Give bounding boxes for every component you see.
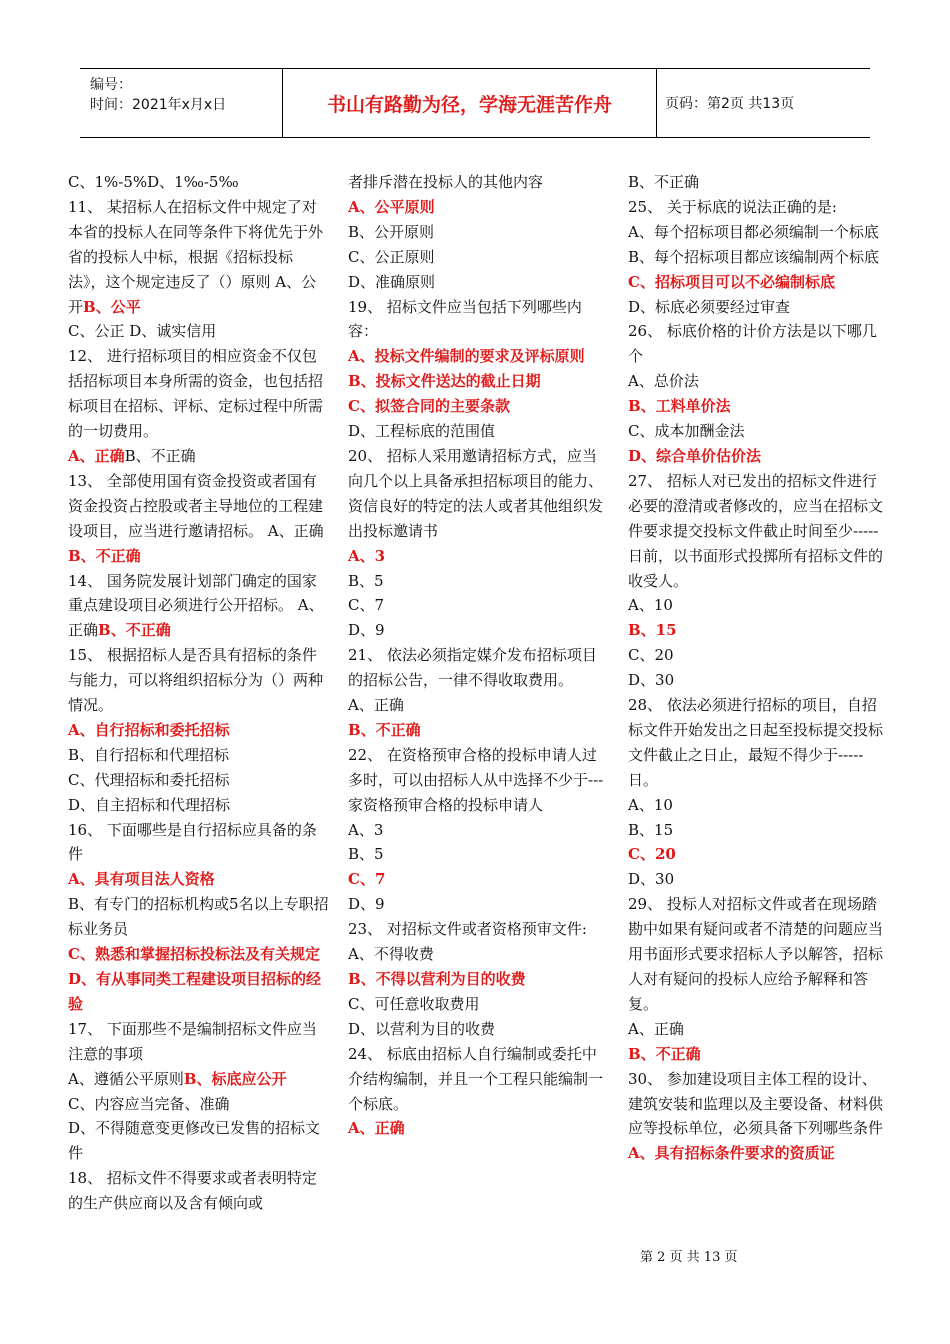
question-text: 29、 投标人对招标文件或者在现场踏勘中如果有疑问或者不清楚的问题应当用书面形式要求招标人予以解答，招标人对有疑问的投标人应给予解释和答复。 — [628, 895, 884, 1013]
question-text: A、正确 — [348, 696, 404, 715]
header-page-label: 页码：第2页 共13页 — [665, 96, 795, 112]
answer-text: C、熟悉和掌握招标投标法及有关规定 — [68, 945, 320, 964]
text-line — [628, 618, 890, 643]
text-line — [628, 245, 890, 270]
text-line — [68, 1017, 330, 1067]
answer-text: B、不正确 — [98, 621, 171, 640]
question-text: B、每个招标项目都应该编制两个标底 — [628, 247, 880, 266]
header-left-cell — [80, 69, 283, 137]
question-text: D、准确原则 — [348, 272, 436, 291]
question-text: D、以营利为目的收费 — [348, 1019, 496, 1038]
question-text: C、1%-5%D、1‰-5‰ — [68, 173, 239, 191]
question-text: A、遵循公平原则 — [68, 1069, 184, 1088]
text-line — [68, 195, 330, 320]
text-line — [68, 1166, 330, 1216]
text-line — [348, 344, 610, 369]
question-text: 18、 招标文件不得要求或者表明特定的生产供应商以及含有倾向或 — [68, 1169, 317, 1213]
answer-text: D、有从事同类工程建设项目招标的经验 — [68, 970, 322, 1013]
text-line — [628, 469, 890, 594]
question-text: D、9 — [348, 895, 385, 914]
text-line — [348, 743, 610, 818]
text-line — [68, 1067, 330, 1092]
question-text: C、公正原则 — [348, 247, 435, 266]
text-line — [628, 693, 890, 793]
answer-text: D、综合单价估价法 — [628, 446, 762, 465]
text-line — [628, 369, 890, 394]
question-text: B、有专门的招标机构或5名以上专职招标业务员 — [68, 895, 329, 939]
answer-text: C、7 — [348, 870, 386, 889]
text-line — [68, 1116, 330, 1166]
text-line — [628, 643, 890, 668]
header-motto: 书山有路勤为径，学海无涯苦作舟 — [283, 69, 657, 137]
text-line — [68, 319, 330, 344]
text-line — [348, 569, 610, 594]
text-line — [628, 394, 890, 419]
text-column-3 — [628, 170, 890, 1166]
text-line — [348, 245, 610, 270]
text-line — [68, 344, 330, 444]
text-line — [628, 867, 890, 892]
question-text: B、公开原则 — [348, 222, 435, 241]
answer-text: A、公平原则 — [348, 197, 435, 216]
answer-text: B、不正确 — [348, 720, 421, 739]
text-line — [68, 867, 330, 892]
question-text: D、标底必须要经过审查 — [628, 297, 791, 316]
text-line — [348, 818, 610, 843]
text-line — [68, 444, 330, 469]
question-text: C、代理招标和委托招标 — [68, 770, 230, 789]
text-line — [348, 369, 610, 394]
answer-text: B、公平 — [83, 297, 141, 316]
question-text: B、15 — [628, 820, 674, 839]
question-text: B、自行招标和代理招标 — [68, 745, 230, 764]
answer-text: B、标底应公开 — [183, 1069, 287, 1088]
question-text: 20、 招标人采用邀请招标方式，应当向几个以上具备承担招标项目的能力、资信良好的特定的法人或者其他组织发出投标邀请书 — [348, 446, 604, 540]
text-line — [348, 270, 610, 295]
question-text: 25、 关于标底的说法正确的是: — [628, 197, 837, 216]
text-line — [68, 768, 330, 793]
text-line — [628, 1042, 890, 1067]
text-column-2 — [348, 170, 610, 1141]
text-line — [348, 867, 610, 892]
answer-text: A、正确 — [68, 446, 125, 465]
question-text: A、正确 — [628, 1019, 684, 1038]
text-line — [348, 693, 610, 718]
answer-text: A、正确 — [348, 1119, 405, 1138]
question-text: 15、 根据招标人是否具有招标的条件与能力，可以将组织招标分为（）两种情况。 — [68, 646, 324, 715]
text-line — [348, 618, 610, 643]
question-text: A、10 — [628, 795, 673, 814]
text-line — [348, 295, 610, 345]
text-line — [628, 793, 890, 818]
question-text: C、7 — [348, 596, 385, 615]
question-text: D、9 — [348, 621, 385, 640]
text-line — [628, 195, 890, 220]
answer-text: A、自行招标和委托招标 — [68, 720, 230, 739]
question-text: 19、 招标文件应当包括下列哪些内容： — [348, 297, 582, 341]
text-line — [348, 942, 610, 967]
question-text: A、不得收费 — [348, 945, 434, 964]
answer-text: A、具有招标条件要求的资质证 — [628, 1144, 835, 1163]
question-text: D、自主招标和代理招标 — [68, 795, 231, 814]
text-line — [348, 1017, 610, 1042]
question-text: C、可任意收取费用 — [348, 994, 480, 1013]
question-text: 12、 进行招标项目的相应资金不仅包括招标项目本身所需的资金，也包括招标项目在招标、评标、定标过程中所需的一切费用。 — [68, 347, 324, 441]
text-line — [628, 892, 890, 1017]
question-text: 26、 标底价格的计价方法是以下哪几个 — [628, 322, 877, 366]
text-line — [348, 419, 610, 444]
question-text: 23、 对招标文件或者资格预审文件: — [348, 920, 587, 939]
text-line — [348, 544, 610, 569]
text-line — [628, 818, 890, 843]
question-text: 13、 全部使用国有资金投资或者国有资金投资占控股或者主导地位的工程建设项目，应当进行邀请招标。 A、正确 — [68, 471, 324, 540]
answer-text: A、具有项目法人资格 — [68, 870, 215, 889]
document-time-label: 时间：2021年x月x日 — [90, 97, 227, 113]
text-line — [348, 967, 610, 992]
question-text: 17、 下面那些不是编制招标文件应当注意的事项 — [68, 1019, 317, 1063]
answer-text: C、拟签合同的主要条款 — [348, 397, 510, 416]
answer-text: B、不正确 — [628, 1044, 701, 1063]
question-text: A、3 — [348, 820, 384, 839]
text-line — [628, 1067, 890, 1142]
answer-text: C、20 — [628, 845, 676, 864]
question-text: A、总价法 — [628, 372, 699, 391]
text-line — [68, 892, 330, 942]
question-text: 14、 国务院发展计划部门确定的国家重点建设项目必须进行公开招标。 A、正确 — [68, 571, 324, 640]
text-line — [348, 892, 610, 917]
text-line — [348, 394, 610, 419]
question-text: B、5 — [348, 845, 384, 864]
question-text: C、内容应当完备、准确 — [68, 1094, 230, 1113]
text-line — [348, 842, 610, 867]
text-line — [68, 743, 330, 768]
text-line — [628, 419, 890, 444]
question-text: 者排斥潜在投标人的其他内容 — [348, 173, 544, 191]
text-line — [628, 842, 890, 867]
text-line — [348, 1116, 610, 1141]
question-text: 27、 招标人对已发出的招标文件进行必要的澄清或者修改的，应当在招标文件要求提交投标文件截止时间至少-----日前，以书面形式投掷所有招标文件的收受人。 — [628, 471, 884, 590]
text-line — [348, 593, 610, 618]
answer-text: A、投标文件编制的要求及评标原则 — [348, 347, 585, 366]
question-text: B、5 — [348, 571, 384, 590]
answer-text: C、招标项目可以不必编制标底 — [628, 272, 835, 291]
text-line — [348, 917, 610, 942]
question-text: 28、 依法必须进行招标的项目，自招标文件开始发出之日起至投标提交投标文件截止之日止，最短不得少于-----日。 — [628, 696, 884, 789]
question-text: D、30 — [628, 870, 675, 889]
question-text: 16、 下面哪些是自行招标应具备的条件 — [68, 820, 317, 864]
question-text: D、30 — [628, 671, 675, 690]
text-line — [68, 793, 330, 818]
document-number-label: 编号： — [90, 77, 132, 93]
text-line — [68, 1092, 330, 1117]
text-line — [68, 643, 330, 718]
text-line — [628, 170, 890, 195]
text-line — [68, 967, 330, 1017]
question-text: D、不得随意变更修改已发售的招标文件 — [68, 1119, 321, 1163]
text-line — [348, 444, 610, 544]
question-text: 22、 在资格预审合格的投标申请人过多时，可以由招标人从中选择不少于---家资格预审合格的投标申请人 — [348, 745, 604, 814]
question-text: C、20 — [628, 646, 674, 665]
question-text: 21、 依法必须指定媒介发布招标项目的招标公告，一律不得收取费用。 — [348, 646, 597, 690]
question-text: A、10 — [628, 596, 673, 615]
text-line — [348, 718, 610, 743]
question-text: 11、 某招标人在招标文件中规定了对本省的投标人在同等条件下将优先于外省的投标人中标，根据《招标投标法》，这个规定违反了（）原则 A、公开 — [68, 197, 324, 316]
text-line — [628, 668, 890, 693]
question-text: 24、 标底由招标人自行编制或委托中介结构编制，并且一个工程只能编制一个标底。 — [348, 1044, 604, 1113]
text-column-1 — [68, 170, 330, 1216]
text-line — [628, 593, 890, 618]
question-text: C、公正 D、诚实信用 — [68, 322, 217, 341]
text-line — [348, 170, 610, 195]
text-line — [348, 1042, 610, 1117]
text-line — [628, 220, 890, 245]
text-line — [68, 569, 330, 644]
text-line — [628, 270, 890, 295]
text-line — [68, 170, 330, 195]
text-line — [348, 195, 610, 220]
question-text: A、每个招标项目都必须编制一个标底 — [628, 222, 879, 241]
text-line — [628, 444, 890, 469]
text-line — [68, 469, 330, 569]
text-line — [348, 643, 610, 693]
text-line — [348, 220, 610, 245]
text-line — [348, 992, 610, 1017]
text-line — [68, 718, 330, 743]
answer-text: B、工料单价法 — [628, 397, 731, 416]
text-line — [628, 319, 890, 369]
question-text: B、不正确 — [124, 446, 196, 465]
page-footer: 第 2 页 共 13 页 — [640, 1250, 738, 1265]
text-line — [628, 295, 890, 320]
answer-text: A、3 — [348, 546, 386, 565]
text-line — [68, 818, 330, 868]
text-line — [628, 1017, 890, 1042]
question-text: 30、 参加建设项目主体工程的设计、建筑安装和监理以及主要设备、材料供应等投标单位，必须具备下列哪些条件 — [628, 1069, 884, 1138]
question-text: C、成本加酬金法 — [628, 422, 745, 441]
page-header — [80, 68, 870, 138]
question-text: D、工程标底的范围值 — [348, 422, 496, 441]
answer-text: B、投标文件送达的截止日期 — [348, 372, 541, 391]
answer-text: B、不正确 — [68, 546, 141, 565]
answer-text: B、15 — [628, 621, 677, 640]
text-line — [628, 1141, 890, 1166]
question-text: B、不正确 — [628, 173, 700, 191]
answer-text: B、不得以营利为目的收费 — [348, 970, 526, 988]
text-line — [68, 942, 330, 967]
